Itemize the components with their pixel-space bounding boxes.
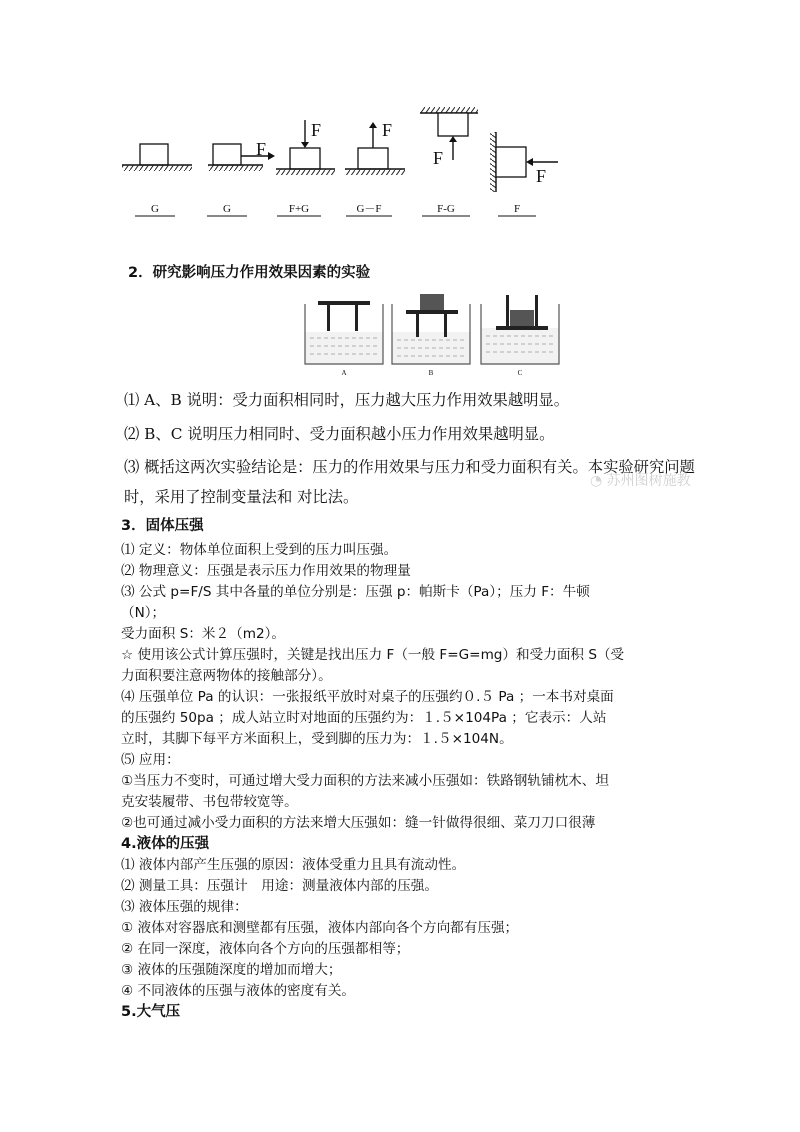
s4-line: ④ 不同液体的压强与液体的密度有关。 <box>121 983 356 999</box>
answer-3: F+G <box>288 203 310 215</box>
answer-blanks <box>135 203 536 216</box>
s3-line: 立时，其脚下每平方米面积上，受到脚的压力为：１.５×104N。 <box>121 731 513 747</box>
panel-b <box>392 294 470 377</box>
s3-line: （N）； <box>121 605 166 621</box>
s3-line: 受力面积 S：米２（m2）。 <box>121 626 285 642</box>
conclusion-1: ⑴ A、B 说明：受力面积相同时，压力越大压力作用效果越明显。 <box>124 391 570 409</box>
conclusion-2: ⑵ B、C 说明压力相同时、受力面积越小压力作用效果越明显。 <box>124 425 555 443</box>
diagram-block-on-ground <box>122 144 192 171</box>
panel-a <box>305 301 383 377</box>
s4-line: ⑵ 测量工具：压强计 用途：测量液体内部的压强。 <box>121 878 438 894</box>
panel-label-b: B <box>428 369 434 377</box>
diagram-downward-force <box>276 120 335 175</box>
force-label-6: F <box>536 166 547 186</box>
s4-line: ① 液体对容器底和测壁都有压强，液体内部向各个方向都有压强； <box>121 920 519 936</box>
s3-line: 力面积要注意两物体的接触部分）。 <box>121 668 332 684</box>
force-diagrams-figure <box>100 100 560 225</box>
answer-4: G－F <box>356 203 382 215</box>
s3-line: ①当压力不变时，可通过增大受力面积的方法来减小压强如：铁路钢轨铺枕木、坦 <box>121 773 609 789</box>
s4-line: ② 在同一深度，液体向各个方向的压强都相等； <box>121 941 410 957</box>
diagram-horizontal-push <box>208 139 275 171</box>
s3-line: ⑶ 公式 p=F/S 其中各量的单位分别是：压强 p：帕斯卡（Pa）；压力 F：牛顿 <box>121 584 590 600</box>
section3-heading: 3．固体压强 <box>121 518 204 534</box>
force-label-5: F <box>433 148 444 168</box>
diagram-wall-push <box>490 132 558 192</box>
s3-line: ⑵ 物理意义：压强是表示压力作用效果的物理量 <box>121 563 411 579</box>
watermark-text: 苏州图树施教 <box>606 473 691 489</box>
force-label-2: F <box>256 139 267 159</box>
watermark-icon: ◔ <box>590 473 603 489</box>
s3-line: 的压强约 50pa ；成人站立时对地面的压强约为：１.５×104Pa ；它表示：人站 <box>121 710 607 726</box>
s4-line: ⑴ 液体内部产生压强的原因：液体受重力且具有流动性。 <box>121 857 466 873</box>
answer-5: F-G <box>437 203 455 215</box>
s3-line: 克安装履带、书包带较宽等。 <box>121 794 298 810</box>
s3-line: ②也可通过减小受力面积的方法来增大压强如：缝一针做得很细、菜刀刀口很薄 <box>121 815 596 831</box>
section4-heading: 4.液体的压强 <box>121 836 210 852</box>
answer-2: G <box>223 203 231 215</box>
diagram-upward-force <box>345 120 405 175</box>
s4-line: ③ 液体的压强随深度的增加而增大； <box>121 962 342 978</box>
section2-heading: 2．研究影响压力作用效果因素的实验 <box>128 265 371 281</box>
s3-line: ☆ 使用该公式计算压强时，关键是找出压力 F（一般 F=G=mg）和受力面积 S（受 <box>121 647 625 663</box>
diagram-ceiling-push <box>420 107 478 168</box>
answer-1: G <box>151 203 159 215</box>
s4-line: ⑶ 液体压强的规律： <box>121 899 248 915</box>
panel-label-a: A <box>341 369 347 377</box>
sponge-experiment-figure <box>300 290 570 380</box>
force-label-4: F <box>382 120 393 140</box>
s3-line: ⑴ 定义：物体单位面积上受到的压力叫压强。 <box>121 542 398 558</box>
panel-label-c: C <box>517 369 523 377</box>
s3-line: ⑷ 压强单位 Pa 的认识：一张报纸平放时对桌子的压强约０.５ Pa ；一本书对桌面 <box>121 689 614 705</box>
answer-6: F <box>513 203 521 215</box>
watermark <box>590 470 691 490</box>
panel-c <box>481 295 559 377</box>
s3-line: ⑸ 应用： <box>121 752 180 768</box>
force-label-3: F <box>311 120 322 140</box>
conclusion-4: 时，采用了控制变量法和 对比法。 <box>124 488 359 506</box>
section5-heading: 5.大气压 <box>121 1004 181 1020</box>
conclusion-3: ⑶ 概括这两次实验结论是：压力的作用效果与压力和受力面积有关。本实验研究问题 <box>124 458 695 476</box>
